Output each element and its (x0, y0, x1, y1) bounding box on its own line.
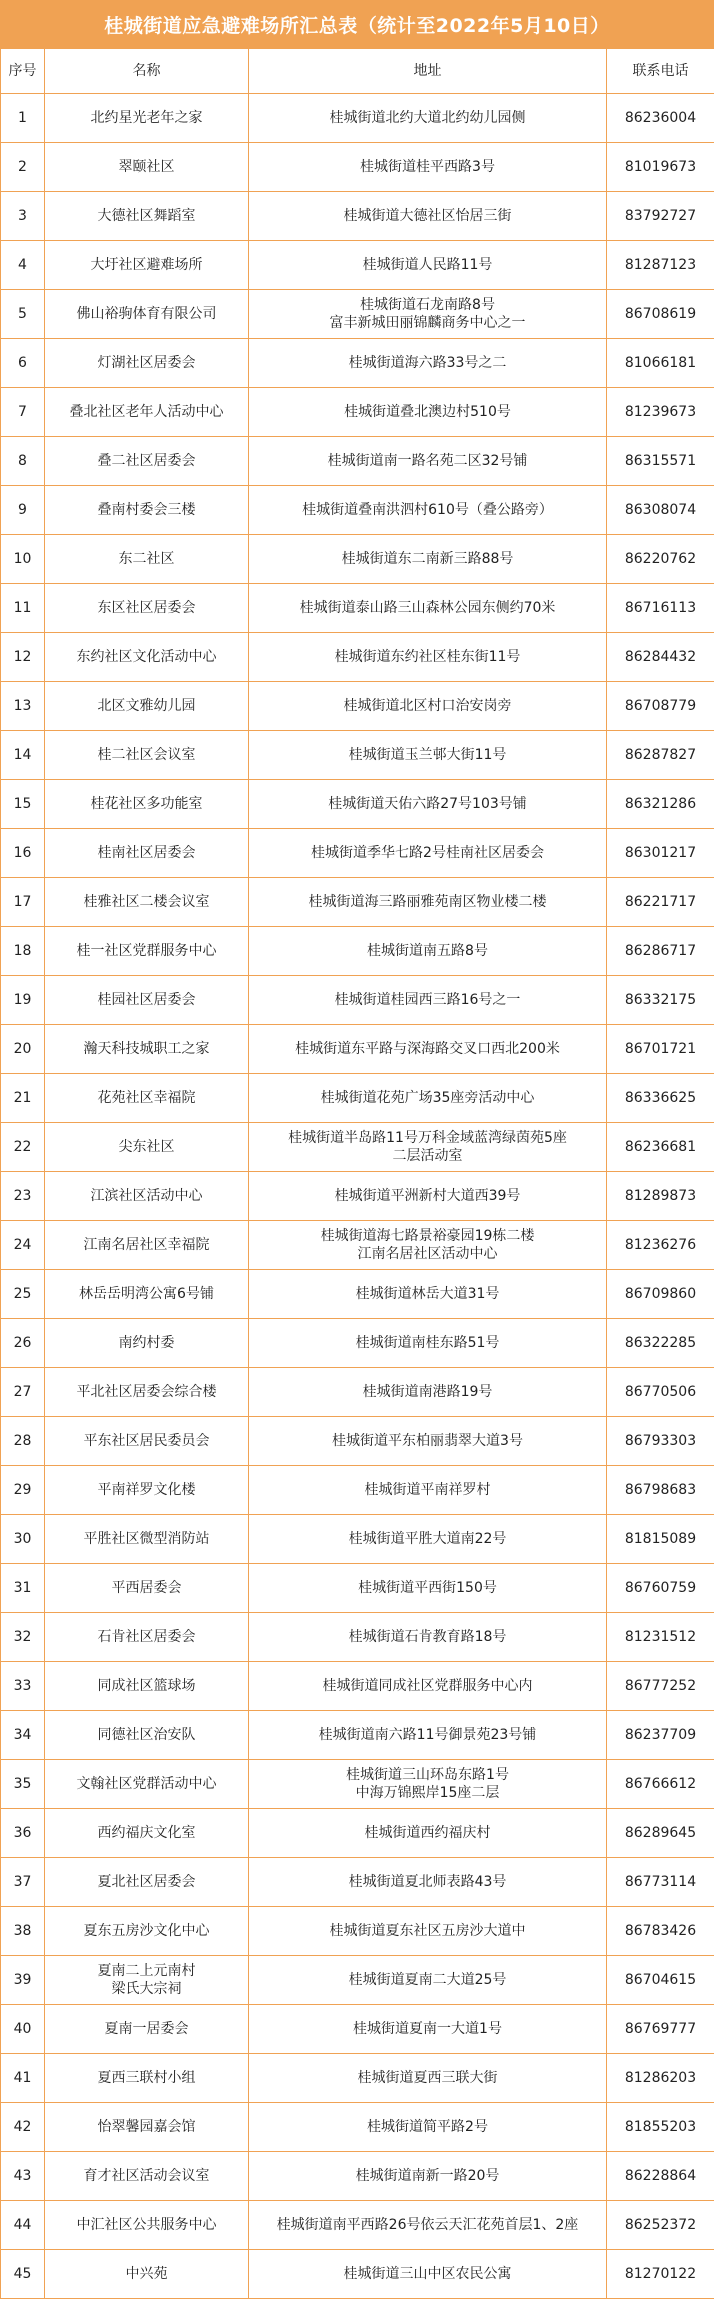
cell-name: 桂南社区居委会 (45, 829, 249, 878)
cell-index: 45 (1, 2250, 45, 2299)
cell-name: 南约村委 (45, 1319, 249, 1368)
cell-index: 19 (1, 976, 45, 1025)
cell-name: 叠二社区居委会 (45, 437, 249, 486)
cell-name: 平胜社区微型消防站 (45, 1515, 249, 1564)
cell-address: 桂城街道泰山路三山森林公园东侧约70米 (249, 584, 607, 633)
cell-index: 32 (1, 1613, 45, 1662)
cell-name: 夏东五房沙文化中心 (45, 1907, 249, 1956)
cell-address: 桂城街道夏北师表路43号 (249, 1858, 607, 1907)
cell-address: 桂城街道东二南新三路88号 (249, 535, 607, 584)
cell-name: 文翰社区党群活动中心 (45, 1760, 249, 1809)
cell-name: 佛山裕驹体育有限公司 (45, 290, 249, 339)
table-row (1, 633, 714, 682)
cell-phone: 86793303 (607, 1417, 714, 1466)
cell-name: 北约星光老年之家 (45, 94, 249, 143)
cell-name: 瀚天科技城职工之家 (45, 1025, 249, 1074)
cell-address: 桂城街道北约大道北约幼儿园侧 (249, 94, 607, 143)
table-row (1, 1809, 714, 1858)
table-row (1, 1515, 714, 1564)
table-row (1, 192, 714, 241)
cell-name: 灯湖社区居委会 (45, 339, 249, 388)
cell-index: 41 (1, 2054, 45, 2103)
table-row (1, 437, 714, 486)
cell-phone: 86770506 (607, 1368, 714, 1417)
cell-index: 3 (1, 192, 45, 241)
cell-phone: 86716113 (607, 584, 714, 633)
cell-index: 27 (1, 1368, 45, 1417)
cell-index: 36 (1, 1809, 45, 1858)
cell-name: 中汇社区公共服务中心 (45, 2201, 249, 2250)
cell-index: 8 (1, 437, 45, 486)
cell-phone: 81855203 (607, 2103, 714, 2152)
cell-index: 14 (1, 731, 45, 780)
cell-address: 桂城街道南桂东路51号 (249, 1319, 607, 1368)
cell-phone: 86773114 (607, 1858, 714, 1907)
shelter-table (0, 48, 714, 2299)
cell-index: 15 (1, 780, 45, 829)
table-row (1, 584, 714, 633)
cell-index: 9 (1, 486, 45, 535)
cell-name: 同成社区篮球场 (45, 1662, 249, 1711)
cell-address: 桂城街道三山中区农民公寓 (249, 2250, 607, 2299)
page-title: 桂城街道应急避难场所汇总表（统计至2022年5月10日） (0, 0, 714, 48)
cell-name: 翠颐社区 (45, 143, 249, 192)
cell-address: 桂城街道桂平西路3号 (249, 143, 607, 192)
table-row (1, 2103, 714, 2152)
cell-phone: 86237709 (607, 1711, 714, 1760)
cell-index: 42 (1, 2103, 45, 2152)
cell-name: 大圩社区避难场所 (45, 241, 249, 290)
table-row (1, 780, 714, 829)
table-row (1, 94, 714, 143)
cell-phone: 86252372 (607, 2201, 714, 2250)
table-row (1, 2054, 714, 2103)
cell-name: 大德社区舞蹈室 (45, 192, 249, 241)
cell-index: 16 (1, 829, 45, 878)
cell-address: 桂城街道三山环岛东路1号 中海万锦熙岸15座二层 (249, 1760, 607, 1809)
table-row (1, 1760, 714, 1809)
cell-phone: 81236276 (607, 1221, 714, 1270)
cell-address: 桂城街道石肯教育路18号 (249, 1613, 607, 1662)
cell-index: 12 (1, 633, 45, 682)
cell-name: 平北社区居委会综合楼 (45, 1368, 249, 1417)
cell-phone: 86704615 (607, 1956, 714, 2005)
cell-index: 10 (1, 535, 45, 584)
cell-address: 桂城街道石龙南路8号 富丰新城田丽锦麟商务中心之一 (249, 290, 607, 339)
cell-phone: 86322285 (607, 1319, 714, 1368)
table-row (1, 2250, 714, 2299)
table-row (1, 1221, 714, 1270)
cell-phone: 81286203 (607, 2054, 714, 2103)
cell-address: 桂城街道平西街150号 (249, 1564, 607, 1613)
cell-address: 桂城街道南港路19号 (249, 1368, 607, 1417)
cell-name: 桂园社区居委会 (45, 976, 249, 1025)
cell-index: 29 (1, 1466, 45, 1515)
table-row (1, 2152, 714, 2201)
table-row (1, 1956, 714, 2005)
cell-phone: 86701721 (607, 1025, 714, 1074)
cell-name: 江南名居社区幸福院 (45, 1221, 249, 1270)
cell-phone: 86301217 (607, 829, 714, 878)
cell-address: 桂城街道夏南一大道1号 (249, 2005, 607, 2054)
cell-index: 20 (1, 1025, 45, 1074)
table-row (1, 1907, 714, 1956)
cell-phone: 86769777 (607, 2005, 714, 2054)
cell-phone: 86315571 (607, 437, 714, 486)
cell-address: 桂城街道海六路33号之二 (249, 339, 607, 388)
cell-address: 桂城街道人民路11号 (249, 241, 607, 290)
cell-index: 30 (1, 1515, 45, 1564)
cell-name: 怡翠馨园嘉会馆 (45, 2103, 249, 2152)
table-row (1, 388, 714, 437)
cell-index: 13 (1, 682, 45, 731)
cell-address: 桂城街道大德社区怡居三街 (249, 192, 607, 241)
cell-address: 桂城街道平东柏丽翡翠大道3号 (249, 1417, 607, 1466)
cell-name: 桂花社区多功能室 (45, 780, 249, 829)
cell-phone: 86308074 (607, 486, 714, 535)
cell-address: 桂城街道南五路8号 (249, 927, 607, 976)
cell-name: 西约福庆文化室 (45, 1809, 249, 1858)
table-row (1, 486, 714, 535)
cell-index: 17 (1, 878, 45, 927)
cell-index: 35 (1, 1760, 45, 1809)
cell-phone: 81019673 (607, 143, 714, 192)
table-body (1, 94, 714, 2299)
table-row (1, 1858, 714, 1907)
cell-index: 6 (1, 339, 45, 388)
cell-address: 桂城街道叠北澳边村510号 (249, 388, 607, 437)
table-row (1, 976, 714, 1025)
cell-name: 平南祥罗文化楼 (45, 1466, 249, 1515)
cell-index: 7 (1, 388, 45, 437)
cell-phone: 86760759 (607, 1564, 714, 1613)
cell-name: 同德社区治安队 (45, 1711, 249, 1760)
cell-name: 夏北社区居委会 (45, 1858, 249, 1907)
table-row (1, 290, 714, 339)
table-row (1, 829, 714, 878)
table-row (1, 1074, 714, 1123)
table-row (1, 339, 714, 388)
cell-index: 44 (1, 2201, 45, 2250)
cell-index: 18 (1, 927, 45, 976)
cell-address: 桂城街道平洲新村大道西39号 (249, 1172, 607, 1221)
cell-address: 桂城街道季华七路2号桂南社区居委会 (249, 829, 607, 878)
table-row (1, 1711, 714, 1760)
cell-address: 桂城街道林岳大道31号 (249, 1270, 607, 1319)
cell-index: 43 (1, 2152, 45, 2201)
table-row (1, 1270, 714, 1319)
table-row (1, 241, 714, 290)
cell-address: 桂城街道天佑六路27号103号铺 (249, 780, 607, 829)
cell-phone: 86708779 (607, 682, 714, 731)
table-row (1, 731, 714, 780)
cell-address: 桂城街道夏南二大道25号 (249, 1956, 607, 2005)
cell-index: 23 (1, 1172, 45, 1221)
cell-address: 桂城街道海三路丽雅苑南区物业楼二楼 (249, 878, 607, 927)
cell-index: 25 (1, 1270, 45, 1319)
table-row (1, 1025, 714, 1074)
cell-name: 花苑社区幸福院 (45, 1074, 249, 1123)
cell-address: 桂城街道南一路名苑二区32号铺 (249, 437, 607, 486)
cell-phone: 81289873 (607, 1172, 714, 1221)
cell-name: 石肯社区居委会 (45, 1613, 249, 1662)
cell-index: 5 (1, 290, 45, 339)
cell-address: 桂城街道东平路与深海路交叉口西北200米 (249, 1025, 607, 1074)
cell-phone: 86332175 (607, 976, 714, 1025)
cell-index: 24 (1, 1221, 45, 1270)
cell-index: 38 (1, 1907, 45, 1956)
cell-phone: 86220762 (607, 535, 714, 584)
cell-address: 桂城街道玉兰邨大街11号 (249, 731, 607, 780)
cell-name: 桂雅社区二楼会议室 (45, 878, 249, 927)
cell-address: 桂城街道海七路景裕豪园19栋二楼 江南名居社区活动中心 (249, 1221, 607, 1270)
cell-address: 桂城街道花苑广场35座旁活动中心 (249, 1074, 607, 1123)
cell-phone: 86287827 (607, 731, 714, 780)
header-index: 序号 (1, 49, 45, 94)
cell-address: 桂城街道南六路11号御景苑23号铺 (249, 1711, 607, 1760)
cell-address: 桂城街道东约社区桂东街11号 (249, 633, 607, 682)
cell-phone: 86798683 (607, 1466, 714, 1515)
cell-phone: 86708619 (607, 290, 714, 339)
table-row (1, 1613, 714, 1662)
cell-address: 桂城街道叠南洪泗村610号（叠公路旁） (249, 486, 607, 535)
cell-phone: 86228864 (607, 2152, 714, 2201)
table-row (1, 1123, 714, 1172)
cell-name: 夏南二上元南村 梁氏大宗祠 (45, 1956, 249, 2005)
cell-phone: 83792727 (607, 192, 714, 241)
table-row (1, 1319, 714, 1368)
cell-name: 东区社区居委会 (45, 584, 249, 633)
cell-index: 37 (1, 1858, 45, 1907)
cell-index: 33 (1, 1662, 45, 1711)
cell-index: 21 (1, 1074, 45, 1123)
cell-address: 桂城街道南平西路26号依云天汇花苑首层1、2座 (249, 2201, 607, 2250)
cell-name: 平东社区居民委员会 (45, 1417, 249, 1466)
cell-phone: 81239673 (607, 388, 714, 437)
cell-phone: 86336625 (607, 1074, 714, 1123)
table-row (1, 1662, 714, 1711)
table-row (1, 1417, 714, 1466)
cell-name: 育才社区活动会议室 (45, 2152, 249, 2201)
table-row (1, 1466, 714, 1515)
cell-phone: 81815089 (607, 1515, 714, 1564)
cell-phone: 86321286 (607, 780, 714, 829)
cell-phone: 81066181 (607, 339, 714, 388)
cell-phone: 86709860 (607, 1270, 714, 1319)
table-header-row (1, 49, 714, 94)
table-row (1, 682, 714, 731)
table-row (1, 1368, 714, 1417)
cell-index: 26 (1, 1319, 45, 1368)
cell-index: 11 (1, 584, 45, 633)
cell-index: 28 (1, 1417, 45, 1466)
cell-address: 桂城街道半岛路11号万科金域蓝湾绿茵苑5座 二层活动室 (249, 1123, 607, 1172)
cell-name: 江滨社区活动中心 (45, 1172, 249, 1221)
cell-address: 桂城街道同成社区党群服务中心内 (249, 1662, 607, 1711)
cell-phone: 86284432 (607, 633, 714, 682)
header-name: 名称 (45, 49, 249, 94)
cell-index: 31 (1, 1564, 45, 1613)
cell-name: 东二社区 (45, 535, 249, 584)
cell-address: 桂城街道简平路2号 (249, 2103, 607, 2152)
cell-address: 桂城街道平胜大道南22号 (249, 1515, 607, 1564)
table-row (1, 2201, 714, 2250)
cell-address: 桂城街道平南祥罗村 (249, 1466, 607, 1515)
cell-phone: 86783426 (607, 1907, 714, 1956)
cell-phone: 81287123 (607, 241, 714, 290)
cell-phone: 86236681 (607, 1123, 714, 1172)
cell-index: 40 (1, 2005, 45, 2054)
table-row (1, 1564, 714, 1613)
table-row (1, 1172, 714, 1221)
cell-index: 2 (1, 143, 45, 192)
cell-index: 22 (1, 1123, 45, 1172)
cell-index: 4 (1, 241, 45, 290)
table-row (1, 535, 714, 584)
header-address: 地址 (249, 49, 607, 94)
cell-phone: 86236004 (607, 94, 714, 143)
cell-phone: 81231512 (607, 1613, 714, 1662)
header-phone: 联系电话 (607, 49, 714, 94)
cell-name: 夏西三联村小组 (45, 2054, 249, 2103)
cell-name: 北区文雅幼儿园 (45, 682, 249, 731)
cell-phone: 86766612 (607, 1760, 714, 1809)
cell-index: 1 (1, 94, 45, 143)
cell-phone: 86289645 (607, 1809, 714, 1858)
table-row (1, 927, 714, 976)
cell-address: 桂城街道北区村口治安岗旁 (249, 682, 607, 731)
cell-address: 桂城街道桂园西三路16号之一 (249, 976, 607, 1025)
cell-name: 林岳岳明湾公寓6号铺 (45, 1270, 249, 1319)
cell-address: 桂城街道西约福庆村 (249, 1809, 607, 1858)
cell-index: 39 (1, 1956, 45, 2005)
table-row (1, 143, 714, 192)
cell-phone: 86221717 (607, 878, 714, 927)
cell-name: 夏南一居委会 (45, 2005, 249, 2054)
cell-address: 桂城街道夏西三联大街 (249, 2054, 607, 2103)
cell-phone: 86777252 (607, 1662, 714, 1711)
cell-address: 桂城街道南新一路20号 (249, 2152, 607, 2201)
cell-name: 东约社区文化活动中心 (45, 633, 249, 682)
cell-name: 中兴苑 (45, 2250, 249, 2299)
cell-phone: 86286717 (607, 927, 714, 976)
cell-address: 桂城街道夏东社区五房沙大道中 (249, 1907, 607, 1956)
cell-phone: 81270122 (607, 2250, 714, 2299)
cell-name: 平西居委会 (45, 1564, 249, 1613)
table-row (1, 878, 714, 927)
table-row (1, 2005, 714, 2054)
cell-name: 尖东社区 (45, 1123, 249, 1172)
cell-index: 34 (1, 1711, 45, 1760)
cell-name: 桂一社区党群服务中心 (45, 927, 249, 976)
cell-name: 叠南村委会三楼 (45, 486, 249, 535)
cell-name: 叠北社区老年人活动中心 (45, 388, 249, 437)
cell-name: 桂二社区会议室 (45, 731, 249, 780)
